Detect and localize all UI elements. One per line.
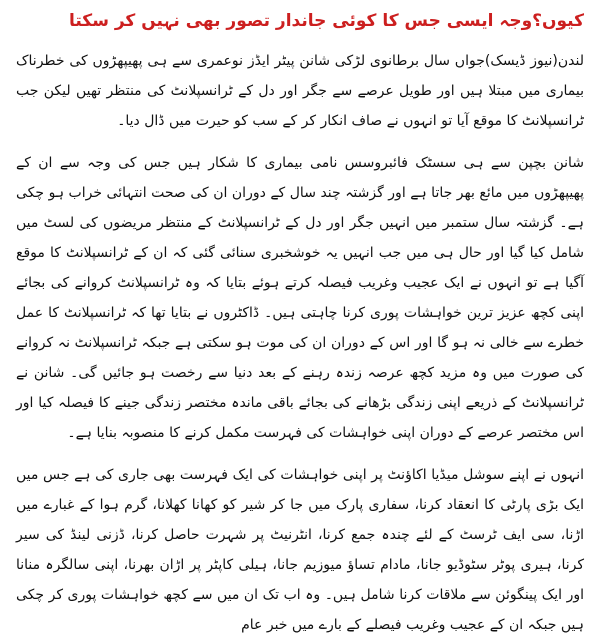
article-paragraph-3: انہوں نے اپنے سوشل میڈیا اکاؤنٹ پر اپنی خواہشات کی ایک فہرست بھی جاری کی ہے جس میں ایک بڑی پارٹی کا انعقاد کرنا، سفاری پارک میں جا کر شیر کو کھانا کھلانا، گرم ہوا کے غبارے میں اڑنا، سی ایف ٹرسٹ کے لئے چندہ جمع کرنا، انٹرنیٹ پر شہرت حاصل کرنا، ڈزنی لینڈ کی سیر کرنا، ہیری پوٹر سٹوڈیو جانا، مادام تساؤ میوزیم جانا، ہیلی کاپٹر پر اڑان بھرنا، اپنی سالگرہ منانا اور ایک پینگوئن سے ملاقات کرنا شامل ہیں۔ وہ اب تک ان میں سے کچھ خواہشات پوری کر چکی ہیں جبکہ ان کے عجیب وغریب فیصلے کے بارے میں خبر عام <box>16 467 584 633</box>
article-paragraph-1: لندن(نیوز ڈیسک)جواں سال برطانوی لڑکی شانن پیٹر ایڈز نوعمری سے ہی پھیپھڑوں کی خطرناک بیماری میں مبتلا ہیں اور طویل عرصے سے جگر اور دل کے ٹرانسپلانٹ کی منتظر تھیں لیکن جب ٹرانسپلانٹ کا موقع آیا تو انہوں نے صاف انکار کر کے سب کو حیرت میں ڈال دیا۔ <box>16 53 584 129</box>
article-headline: کیوں؟وجہ ایسی جس کا کوئی جاندار تصور بھی نہیں کر سکتا <box>68 11 584 31</box>
article-paragraph-2: شانن بچپن سے ہی سسٹک فائبروسس نامی بیماری کا شکار ہیں جس کی وجہ سے ان کے پھیپھڑوں میں مائع بھر جاتا ہے اور گزشتہ چند سال کے دوران ان کی صحت انتہائی خراب ہو چکی ہے۔ گزشتہ سال ستمبر میں انہیں جگر اور دل کے ٹرانسپلانٹ کے منتظر مریضوں کی لسٹ میں شامل کیا گیا اور حال ہی میں جب انہیں یہ خوشخبری سنائی گئی کہ ان کے ٹرانسپلانٹ کا موقع آگیا ہے تو انہوں نے ایک عجیب وغریب فیصلہ کرتے ہوئے بتایا کہ وہ ٹرانسپلانٹ کروانے کی بجائے اپنی کچھ عزیز ترین خواہشات پوری کرنا چاہتی ہیں۔ ڈاکٹروں نے بتایا تھا کہ ٹرانسپلانٹ کا عمل خطرے سے خالی نہ ہو گا اور اس کے دوران ان کی موت ہو سکتی ہے جبکہ ٹرانسپلانٹ نہ کروانے کی صورت میں وہ مزید کچھ عرصہ زندہ رہنے کے بعد دنیا سے رخصت ہو جائیں گی۔ شانن نے ٹرانسپلانٹ کے ذریعے اپنی زندگی بڑھانے کی بجائے باقی ماندہ مختصر زندگی جینے کا فیصلہ کیا اور اس مختصر عرصے کے دوران اپنی خواہشات کی فہرست مکمل کرنے کا منصوبہ بنایا ہے۔ <box>16 155 584 441</box>
